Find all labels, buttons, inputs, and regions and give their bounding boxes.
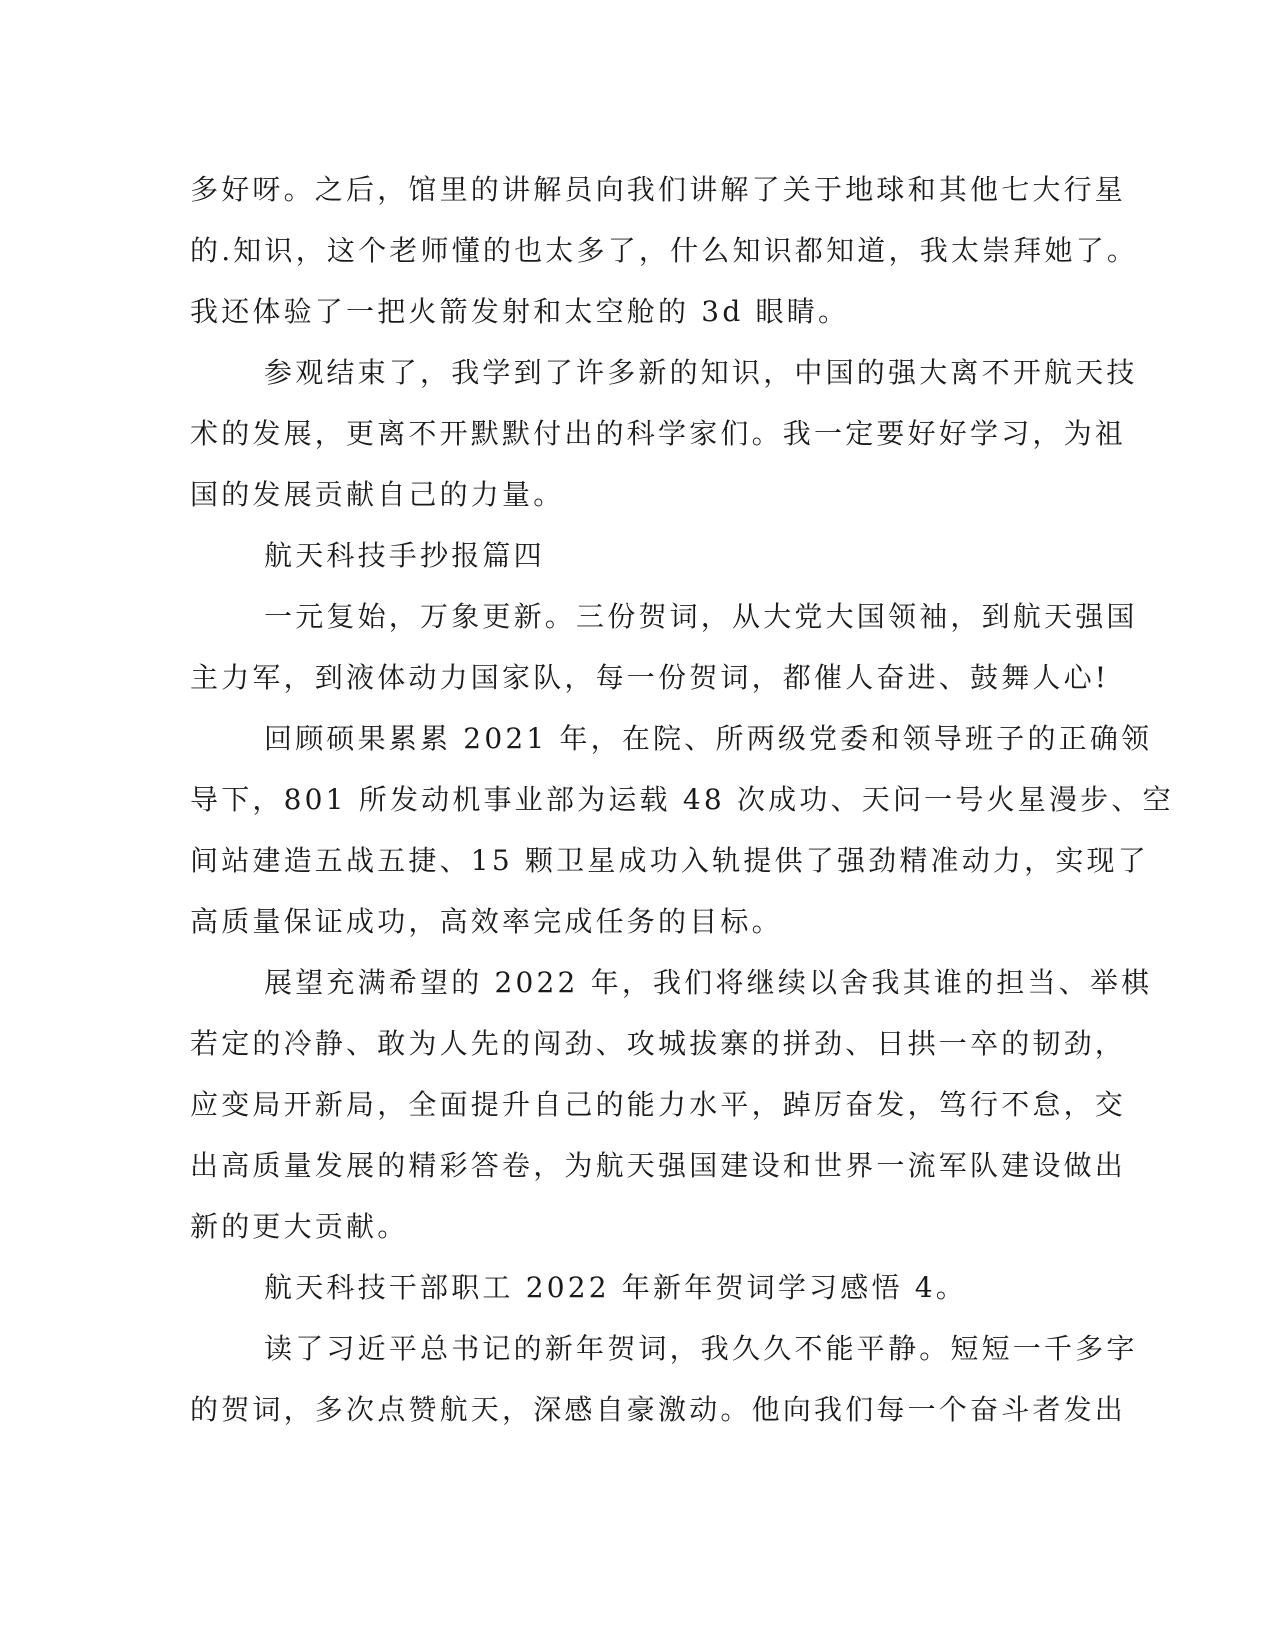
section-heading: 航天科技手抄报篇四 [264,539,545,572]
text-line: 新的更大贡献。 [190,1210,409,1243]
text-line: 导下，801 所发动机事业部为运载 48 次成功、天问一号火星漫步、空 [190,783,1174,816]
paragraph-start: 读了习近平总书记的新年贺词，我久久不能平静。短短一千多字 [264,1332,1138,1365]
paragraph-start: 参观结束了，我学到了许多新的知识，中国的强大离不开航天技 [264,356,1138,389]
paragraph-start: 回顾硕果累累 2021 年，在院、所两级党委和领导班子的正确领 [264,722,1153,755]
text-line: 术的发展，更离不开默默付出的科学家们。我一定要好好学习，为祖 [190,417,1127,450]
section-heading: 航天科技干部职工 2022 年新年贺词学习感悟 4。 [264,1271,967,1304]
text-line: 多好呀。之后，馆里的讲解员向我们讲解了关于地球和其他七大行星 [190,173,1127,206]
text-line: 若定的冷静、敢为人先的闯劲、攻城拔寨的拼劲、日拱一卒的韧劲， [190,1027,1127,1060]
paragraph-start: 一元复始，万象更新。三份贺词，从大党大国领袖，到航天强国 [264,600,1138,633]
text-line: 应变局开新局，全面提升自己的能力水平，踔厉奋发，笃行不怠，交 [190,1088,1127,1121]
text-line: 主力军，到液体动力国家队，每一份贺词，都催人奋进、鼓舞人心! [190,661,1110,694]
text-line: 国的发展贡献自己的力量。 [190,478,565,511]
text-line: 的贺词，多次点赞航天，深感自豪激动。他向我们每一个奋斗者发出 [190,1393,1127,1426]
text-line: 我还体验了一把火箭发射和太空舱的 3d 眼睛。 [190,295,850,328]
text-line: 出高质量发展的精彩答卷，为航天强国建设和世界一流军队建设做出 [190,1149,1127,1182]
text-line: 高质量保证成功，高效率完成任务的目标。 [190,905,783,938]
text-line: 的.知识，这个老师懂的也太多了，什么知识都知道，我太崇拜她了。 [190,234,1139,267]
paragraph-start: 展望充满希望的 2022 年，我们将继续以舍我其谁的担当、举棋 [264,966,1153,999]
text-line: 间站建造五战五捷、15 颗卫星成功入轨提供了强劲精准动力，实现了 [190,844,1149,877]
